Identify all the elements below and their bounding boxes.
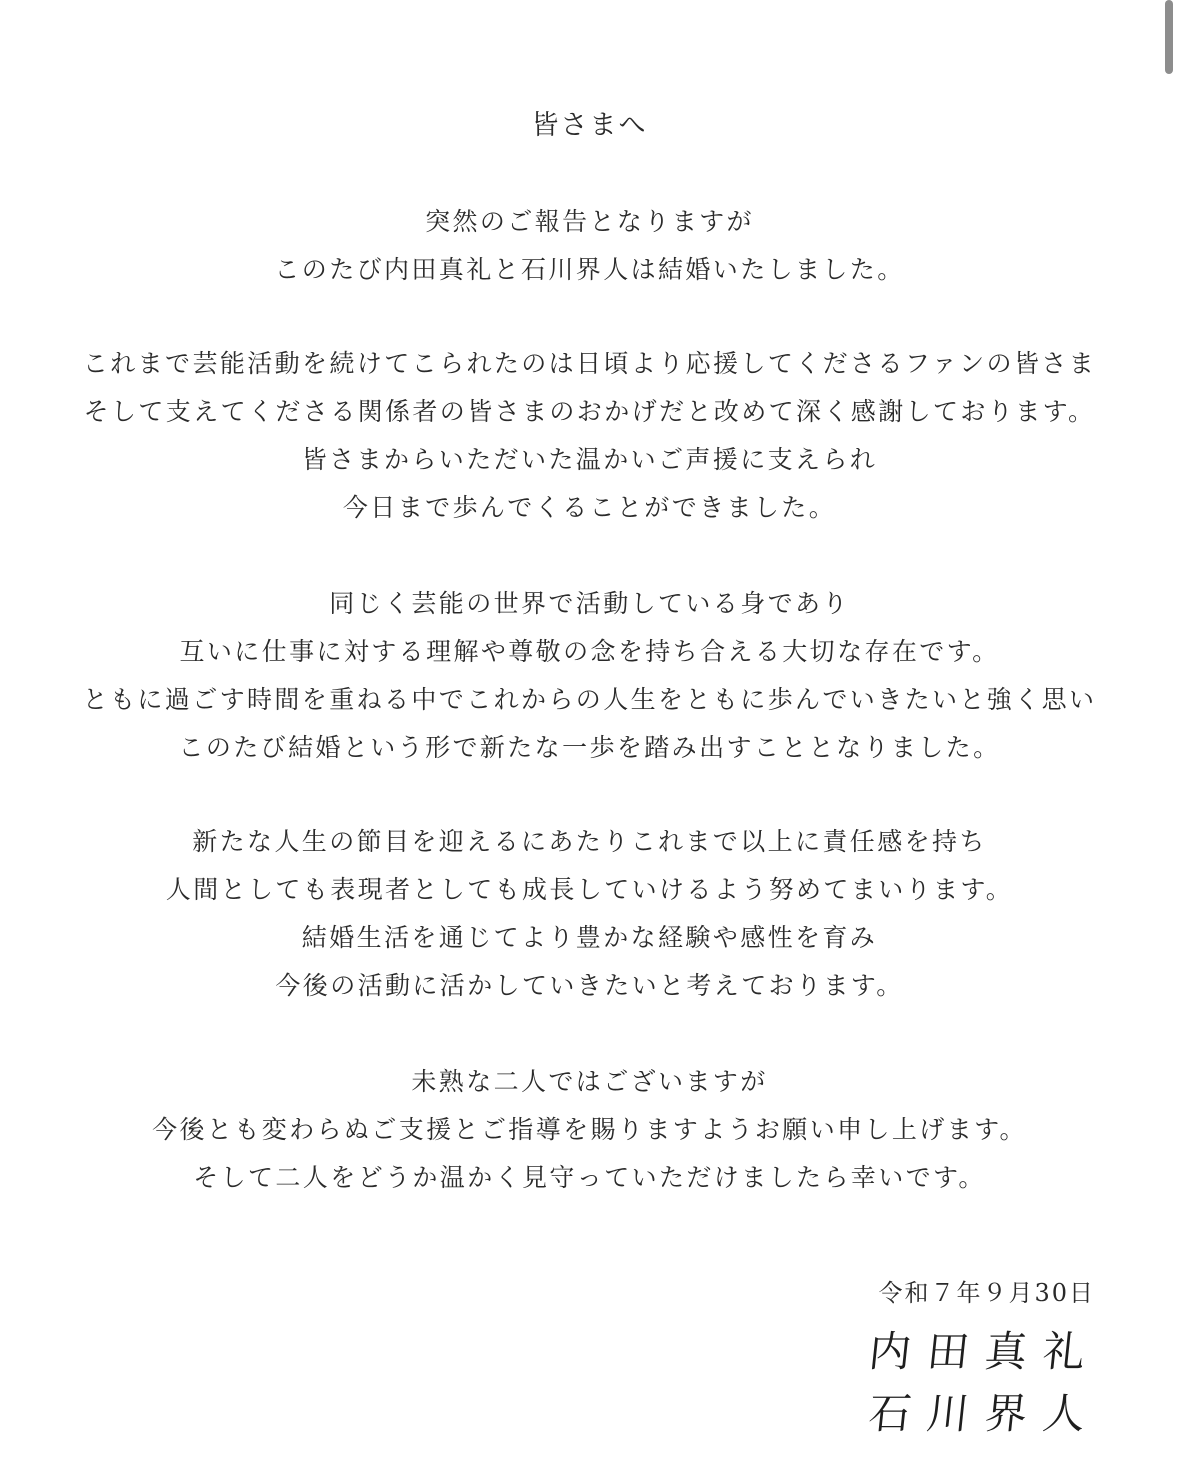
text-line: これまで芸能活動を続けてこられたのは日頃より応援してくださるファンの皆さま bbox=[82, 349, 1097, 378]
text-line: 新たな人生の節目を迎えるにあたりこれまで以上に責任感を持ち bbox=[192, 827, 987, 856]
text-line: 突然のご報告となりますが bbox=[425, 207, 754, 236]
signature-uchida: 内田真礼 bbox=[866, 1327, 1104, 1376]
text-line: そして二人をどうか温かく見守っていただけましたら幸いです。 bbox=[193, 1163, 986, 1192]
paragraph-future bbox=[0, 818, 1179, 1010]
signature-ishikawa: 石川界人 bbox=[866, 1389, 1104, 1438]
text-line: 互いに仕事に対する理解や尊敬の念を持ち合える大切な存在です。 bbox=[179, 637, 1000, 666]
text-line: 今後の活動に活かしていきたいと考えております。 bbox=[275, 971, 904, 1000]
paragraph-announcement bbox=[0, 198, 1179, 294]
text-line: そして支えてくださる関係者の皆さまのおかげだと改めて深く感謝しております。 bbox=[83, 397, 1096, 426]
text-line: 今後とも変わらぬご支援とご指導を賜りますようお願い申し上げます。 bbox=[152, 1115, 1027, 1144]
text-line: このたび内田真礼と石川界人は結婚いたしました。 bbox=[274, 255, 905, 284]
text-line: ともに過ごす時間を重ねる中でこれからの人生をともに歩んでいきたいと強く思い bbox=[82, 685, 1097, 714]
paragraph-closing bbox=[0, 1058, 1179, 1202]
text-line: 同じく芸能の世界で活動している身であり bbox=[329, 589, 850, 618]
salutation: 皆さまへ bbox=[531, 110, 648, 141]
text-line: 結婚生活を通じてより豊かな経験や感性を育み bbox=[301, 923, 878, 952]
paragraph-gratitude bbox=[0, 340, 1179, 532]
text-line: 人間としても表現者としても成長していけるよう努めてまいります。 bbox=[165, 875, 1014, 904]
paragraph-relationship bbox=[0, 580, 1179, 772]
text-line: このたび結婚という形で新たな一歩を踏み出すこととなりました。 bbox=[178, 733, 1001, 762]
text-line: 今日まで歩んでくることができました。 bbox=[342, 493, 837, 522]
text-line: 未熟な二人ではございますが bbox=[411, 1067, 768, 1096]
letter-date: 令和７年９月30日 bbox=[878, 1279, 1095, 1307]
text-line: 皆さまからいただいた温かいご声援に支えられ bbox=[301, 445, 878, 474]
